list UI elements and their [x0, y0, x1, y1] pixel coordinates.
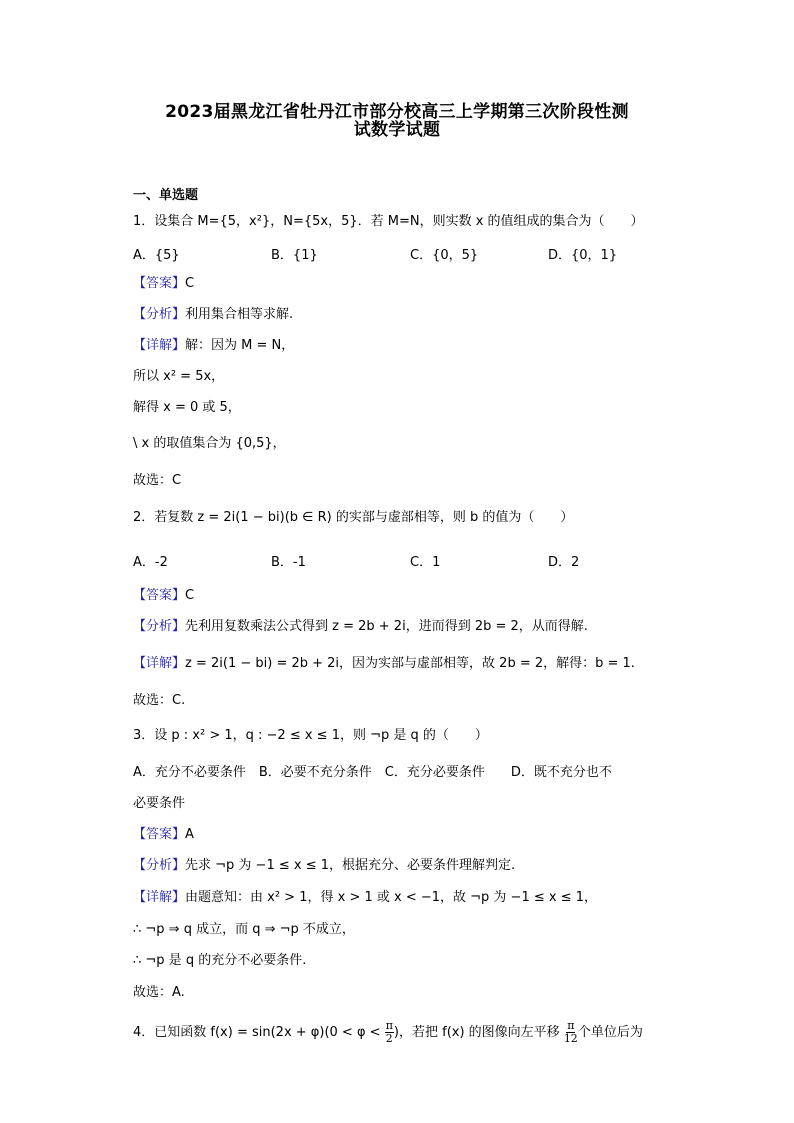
answer-tag: 【答案】 — [133, 588, 186, 603]
question-4-stem — [133, 1018, 643, 1048]
question-1-detail-line: 解得 x = 0 或 5， — [133, 400, 241, 415]
answer-value: A — [185, 827, 194, 842]
question-1-stem: 1．设集合 M={5，x²}，N={5x，5}．若 M=N，则实数 x 的值组成的集合为（ ） — [133, 214, 644, 229]
document-title-line1: 2023届黑龙江省牡丹江市部分校高三上学期第三次阶段性测 — [165, 102, 629, 122]
question-4-stem-part3: 个单位后为 — [577, 1025, 643, 1040]
question-2-option-d: D．2 — [548, 555, 580, 570]
question-1-conclusion: 故选：C — [133, 473, 182, 488]
question-3-options: A．充分不必要条件 B．必要不充分条件 C．充分必要条件 D．既不充分也不 — [133, 765, 612, 780]
question-1-option-d: D．{0，1} — [548, 248, 618, 263]
question-2-option-a: A．-2 — [133, 555, 168, 570]
question-1-option-b: B．{1} — [271, 248, 318, 263]
question-1-option-a: A．{5} — [133, 248, 180, 263]
section-heading: 一、单选题 — [133, 188, 199, 203]
document-title-line2: 试数学试题 — [353, 120, 441, 140]
detail-tag: 【详解】 — [133, 338, 186, 353]
question-1-detail-line: 所以 x² = 5x， — [133, 369, 225, 384]
answer-value: C — [185, 276, 195, 291]
question-3-analysis — [133, 857, 515, 875]
detail-text: 解：因为 M = N， — [185, 338, 295, 353]
question-1-detail — [133, 337, 294, 355]
question-1-analysis — [133, 306, 293, 324]
question-2-analysis — [133, 618, 588, 636]
question-2-answer — [133, 587, 194, 605]
question-3-conclusion: 故选：A. — [133, 985, 185, 1000]
answer-value: C — [185, 588, 195, 603]
question-3-detail-line: ∴ ¬p 是 q 的充分不必要条件. — [133, 953, 307, 968]
question-2-stem: 2．若复数 z = 2i(1 − bi)(b ∈ R) 的实部与虚部相等，则 b 的值为（ ） — [133, 510, 574, 525]
question-2-option-b: B．-1 — [271, 555, 306, 570]
question-3-answer — [133, 826, 194, 844]
fraction-pi-over-12: $\frac{\pi}{12}$ — [563, 1019, 578, 1045]
question-1-answer — [133, 275, 194, 293]
question-1-detail-line: \ x 的取值集合为 {0,5}， — [133, 436, 286, 451]
answer-tag: 【答案】 — [133, 827, 186, 842]
question-4-stem-part2: )，若把 f(x) 的图像向左平移 — [393, 1025, 564, 1040]
question-3-detail — [133, 889, 597, 907]
analysis-text: 先利用复数乘法公式得到 z = 2b + 2i，进而得到 2b = 2，从而得解. — [185, 619, 588, 634]
fraction-pi-over-2: $\frac{\pi}{2}$ — [385, 1019, 393, 1045]
detail-tag: 【详解】 — [133, 656, 186, 671]
analysis-tag: 【分析】 — [133, 619, 186, 634]
question-2-option-c: C．1 — [410, 555, 441, 570]
detail-text: z = 2i(1 − bi) = 2b + 2i，因为实部与虚部相等，故 2b = 2，解得：b = 1. — [185, 656, 635, 671]
answer-tag: 【答案】 — [133, 276, 186, 291]
question-2-conclusion: 故选：C. — [133, 693, 186, 708]
analysis-text: 利用集合相等求解. — [185, 307, 294, 322]
question-3-detail-line: ∴ ¬p ⇒ q 成立，而 q ⇒ ¬p 不成立， — [133, 922, 355, 937]
question-4-stem-part1: 4．已知函数 f(x) = sin(2x + φ)(0 < φ < — [133, 1025, 385, 1040]
question-3-options-wrap: 必要条件 — [133, 796, 186, 811]
question-2-detail — [133, 655, 635, 673]
detail-text: 由题意知：由 x² > 1，得 x > 1 或 x < −1，故 ¬p 为 −1 ≤ x ≤ 1， — [185, 890, 597, 905]
analysis-tag: 【分析】 — [133, 307, 186, 322]
analysis-text: 先求 ¬p 为 −1 ≤ x ≤ 1，根据充分、必要条件理解判定. — [185, 858, 516, 873]
question-1-option-c: C．{0，5} — [410, 248, 479, 263]
detail-tag: 【详解】 — [133, 890, 186, 905]
question-3-stem: 3．设 p : x² > 1，q : −2 ≤ x ≤ 1，则 ¬p 是 q 的（ ） — [133, 728, 488, 743]
analysis-tag: 【分析】 — [133, 858, 186, 873]
